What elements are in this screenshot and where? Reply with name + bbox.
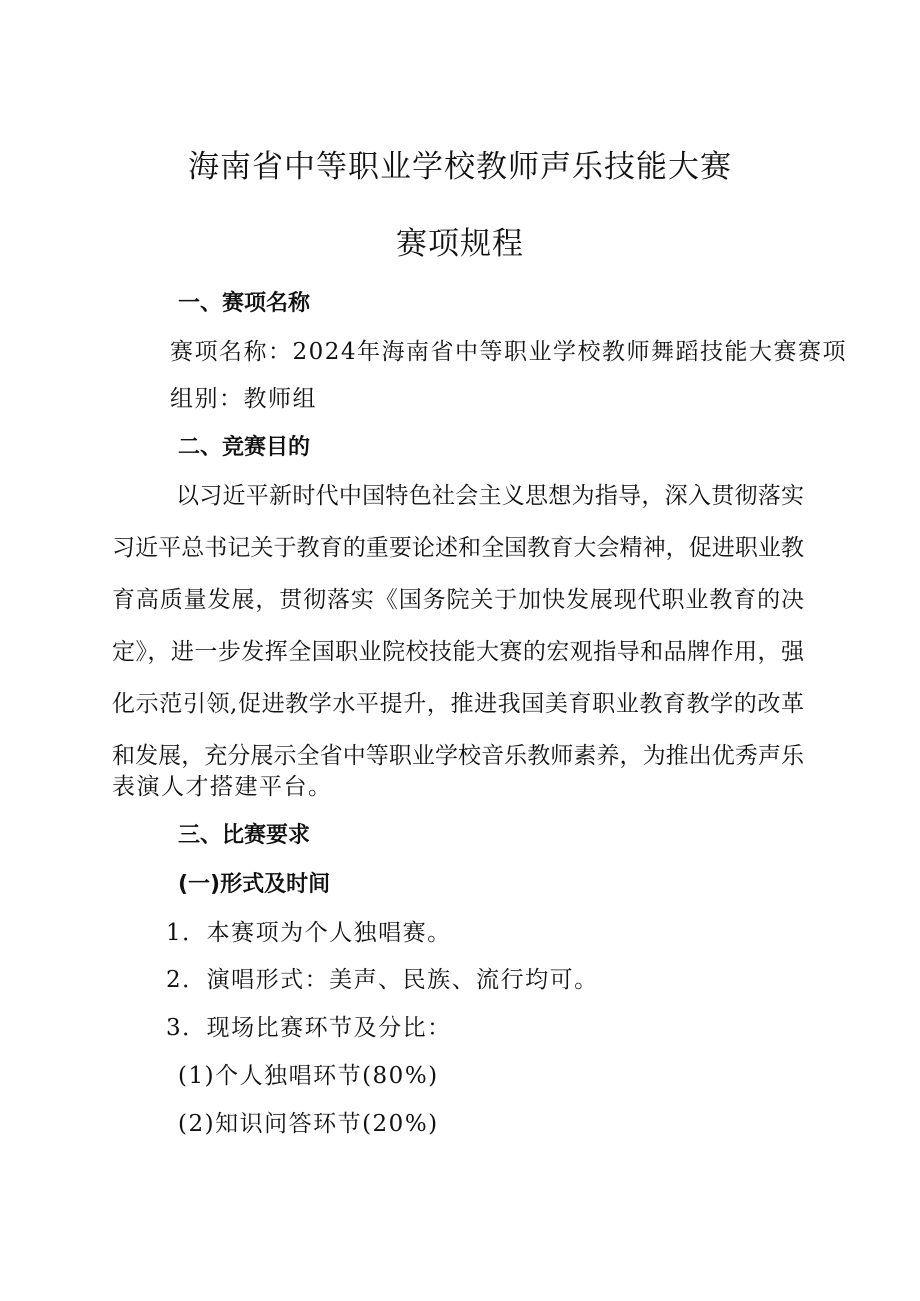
list-item: 3．现场比赛环节及分比： [166, 1015, 452, 1041]
paragraph-line: 育高质量发展，贯彻落实《国务院关于加快发展现代职业教育的决 [112, 587, 804, 613]
sub-list-item: (2)知识问答环节(20%) [178, 1111, 439, 1137]
paragraph-line: 定》，进一步发挥全国职业院校技能大赛的宏观指导和品牌作用，强 [112, 639, 804, 665]
paragraph-line-last: 表演人才搭建平台。 [112, 774, 333, 800]
section-heading-2: 二、竞赛目的 [178, 435, 311, 460]
competition-name: 赛项名称：2024年海南省中等职业学校教师舞蹈技能大赛赛项 [170, 339, 848, 365]
document-title: 海南省中等职业学校教师声乐技能大赛 [188, 149, 732, 185]
paragraph-line: 化示范引领,促进教学水平提升，推进我国美育职业教育教学的改革 [112, 691, 804, 717]
sub-list-item: (1)个人独唱环节(80%) [178, 1063, 439, 1089]
paragraph-line: 和发展，充分展示全省中等职业学校音乐教师素养，为推出优秀声乐 [112, 743, 804, 769]
list-item: 1．本赛项为个人独唱赛。 [166, 920, 452, 946]
paragraph-line: 以习近平新时代中国特色社会主义思想为指导，深入贯彻落实 [176, 483, 804, 509]
document-subtitle: 赛项规程 [396, 226, 524, 262]
section-heading-3: 三、比赛要求 [178, 823, 311, 848]
list-item: 2．演唱形式：美声、民族、流行均可。 [166, 967, 599, 993]
paragraph-line: 习近平总书记关于教育的重要论述和全国教育大会精神，促进职业教 [112, 535, 804, 561]
subsection-heading: (一)形式及时间 [178, 872, 331, 897]
competition-group: 组别：教师组 [170, 386, 317, 412]
section-heading-1: 一、赛项名称 [178, 291, 311, 316]
